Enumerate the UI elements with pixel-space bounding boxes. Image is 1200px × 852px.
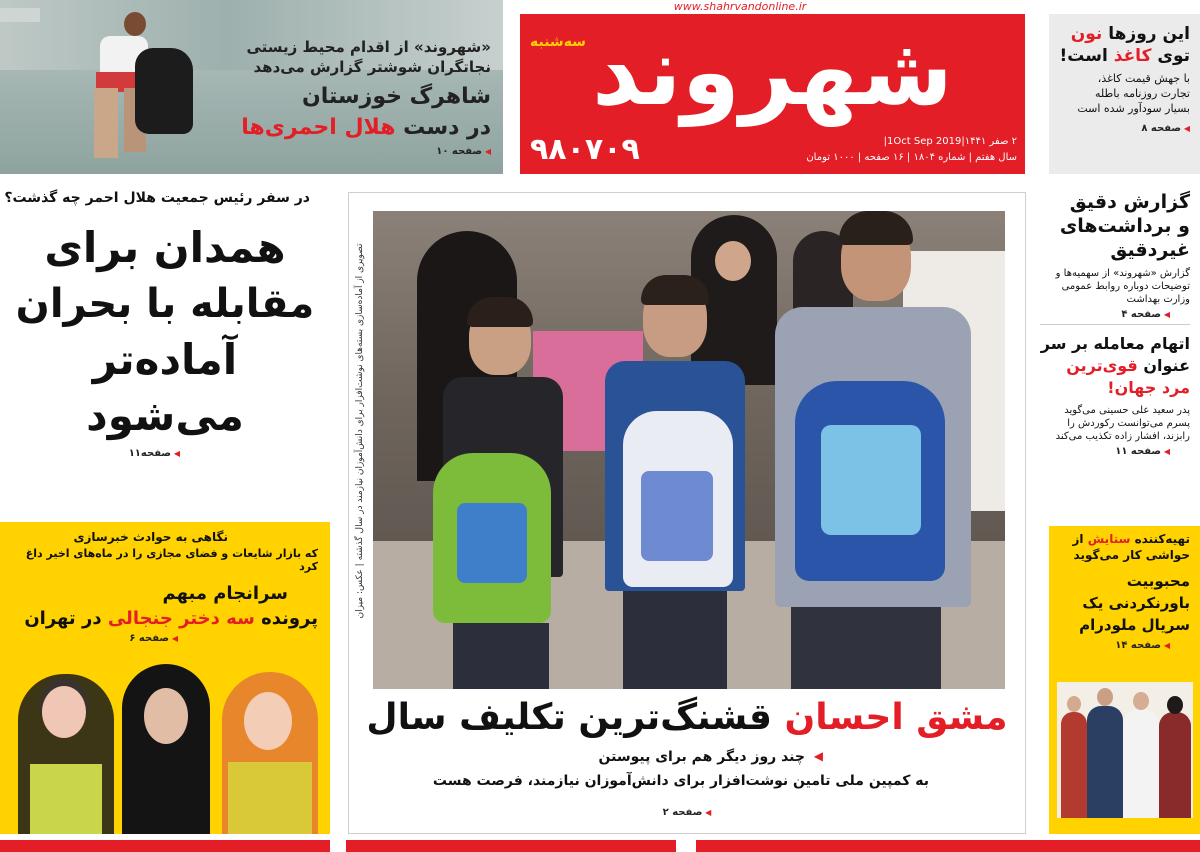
- center-photo: [373, 211, 1005, 689]
- right-yellow-box: [1049, 526, 1200, 834]
- masthead-info: سال هفتم | شماره ۱۸۰۴ | ۱۶ صفحه | ۱۰۰۰ تومان: [806, 152, 1017, 163]
- center-sub-marker: ◀: [813, 749, 823, 763]
- right-story3-kicker-a: تهیه‌کننده: [1134, 532, 1190, 546]
- center-sub-1: چند روز دیگر هم برای پیوستن: [598, 749, 805, 765]
- portraits-photo: [0, 664, 330, 834]
- top-right-body-1: با جهش قیمت کاغذ،: [1097, 72, 1190, 85]
- top-left-title-2a: در دست: [403, 115, 491, 140]
- right-story3-title-2: باورنکردنی یک: [1082, 594, 1190, 612]
- left-yellow-title-2b: سه دختر جنجالی: [107, 608, 255, 629]
- left-main-headline-4: می‌شود: [86, 391, 244, 440]
- right-story3-kicker-b: ستایش: [1087, 532, 1131, 546]
- top-right-body-3: بسیار سودآور شده است: [1077, 102, 1190, 115]
- left-yellow-kicker-1: نگاهی به حوادث خبرسازی: [73, 530, 228, 544]
- left-yellow-title-1: سرانجام مبهم: [162, 583, 288, 604]
- left-yellow-page: ◀ صفحه ۶: [6, 633, 318, 644]
- right-story2-red-2: مرد جهان!: [1107, 378, 1190, 397]
- right-story2-body-2: پسرم می‌توانست رکوردش را: [1067, 418, 1190, 429]
- right-story2-title-2a: عنوان: [1143, 356, 1190, 375]
- center-sub-2: به کمپین ملی تامین نوشت‌افزار برای دانش‌آموزان نیازمند، فرصت هست: [432, 773, 929, 789]
- top-right-title-1b: نون: [1070, 24, 1103, 44]
- left-main-headline-1: همدان برای: [44, 223, 286, 272]
- right-story1-body-1: گزارش «شهروند» از سهمیه‌ها و: [1055, 268, 1190, 279]
- center-headline-red: مشق احسان: [784, 697, 1008, 738]
- left-main-story: [0, 190, 330, 520]
- left-yellow-title-2c: در تهران: [24, 608, 102, 629]
- right-story1-body-2: توضیحات دوباره روابط عمومی: [1061, 281, 1190, 292]
- masthead-logo: شهروند: [592, 18, 953, 127]
- left-main-page: ◀ صفحه۱۱: [0, 448, 330, 459]
- right-story1-title-1: گزارش دقیق: [1069, 191, 1190, 213]
- center-photo-credit: تصویری از آماده‌سازی بسته‌های نوشت‌افزار برای دانش‌آموزان نیازمند در سال گذشته | عکس: میزان: [355, 243, 365, 619]
- bottom-rule-left: [0, 840, 330, 852]
- top-right-title-2: [1055, 46, 1190, 66]
- center-headline-black: قشنگ‌ترین تکلیف سال: [366, 697, 772, 738]
- masthead-url: www.shahrvandonline.ir: [673, 0, 807, 13]
- top-right-page: ◀ صفحه ۸: [1055, 123, 1190, 134]
- right-story3-title-1: محبوبیت: [1126, 572, 1190, 590]
- group-photo: [1057, 682, 1193, 818]
- masthead-date: ۲ صفر ۱۴۴۱|1Oct Sep 2019|: [883, 136, 1017, 147]
- top-right-title-2b: کاغذ: [1113, 46, 1152, 66]
- right-story1-title-3: غیردقیق: [1110, 239, 1190, 261]
- right-story3-kicker-c: از: [1072, 532, 1084, 546]
- right-story2-body-3: رابزند، افشار زاده تکذیب می‌کند: [1055, 431, 1190, 442]
- left-main-headline-2: مقابله با بحران: [15, 281, 315, 327]
- right-story2-page: ◀ صفحه ۱۱: [1040, 446, 1190, 457]
- right-divider-1: [1040, 324, 1190, 325]
- left-main-kicker: در سفر رئیس جمعیت هلال احمر چه گذشت؟: [4, 190, 310, 206]
- left-yellow-kicker-2: که بازار شایعات و فضای مجازی را در ماه‌های اخیر داغ کرد: [25, 547, 318, 573]
- right-column: [1040, 190, 1200, 530]
- right-story3-title-3: سریال ملودرام: [1079, 616, 1190, 634]
- right-story3-kicker-2: حواشی کار می‌گوید: [1073, 548, 1190, 562]
- center-main-story: [348, 192, 1026, 834]
- right-story1-title-2: و برداشت‌های: [1059, 215, 1190, 237]
- left-yellow-title-2a: پرونده: [261, 608, 318, 629]
- bottom-rule-center: [346, 840, 676, 852]
- right-story2-title-1: اتهام معامله بر سر: [1040, 334, 1190, 353]
- top-left-page: ◀ صفحه ۱۰: [241, 146, 491, 157]
- left-main-headline-3: آماده‌تر: [92, 335, 238, 384]
- bottom-rule-right: [696, 840, 1200, 852]
- masthead-block: [520, 14, 1025, 174]
- top-left-title-1: شاهرگ خوزستان: [302, 84, 491, 109]
- right-story2-body-1: پدر سعید علی حسینی می‌گوید: [1064, 405, 1190, 416]
- right-story3-kicker: [1053, 532, 1190, 546]
- top-right-title-1a: این روزها: [1108, 24, 1190, 44]
- top-right-body-2: تجارت روزنامه باطله: [1094, 87, 1190, 100]
- masthead-issue-number: ۹۸۰۷۰۹: [530, 132, 640, 167]
- center-page: ◀ صفحه ۲: [349, 807, 1025, 818]
- left-yellow-title-2: [6, 608, 318, 629]
- right-story2-title-2: [1040, 355, 1190, 377]
- top-left-kicker-2: نجاتگران شوشتر گزارش می‌دهد: [253, 58, 491, 76]
- masthead-weekday: سه‌شنبه: [530, 34, 586, 50]
- right-story1-body-3: وزارت بهداشت: [1126, 294, 1190, 305]
- right-story3-page: ◀ صفحه ۱۴: [1053, 640, 1190, 651]
- top-right-box: [1049, 14, 1200, 174]
- top-left-kicker-1: «شهروند» از اقدام محیط زیستی: [246, 38, 491, 56]
- top-right-title-2a: توی: [1157, 46, 1190, 66]
- left-yellow-box: [0, 522, 330, 834]
- top-left-photo: [0, 0, 503, 174]
- center-headline: [349, 691, 1025, 745]
- top-left-title-2b: هلال احمری‌ها: [241, 115, 396, 140]
- top-right-title-2c: است!: [1059, 46, 1108, 66]
- top-left-title-2: [241, 115, 491, 140]
- right-story2-red-1: قوی‌ترین: [1066, 356, 1138, 375]
- right-story1-page: ◀ صفحه ۴: [1040, 309, 1190, 320]
- top-right-title-1: [1055, 24, 1190, 44]
